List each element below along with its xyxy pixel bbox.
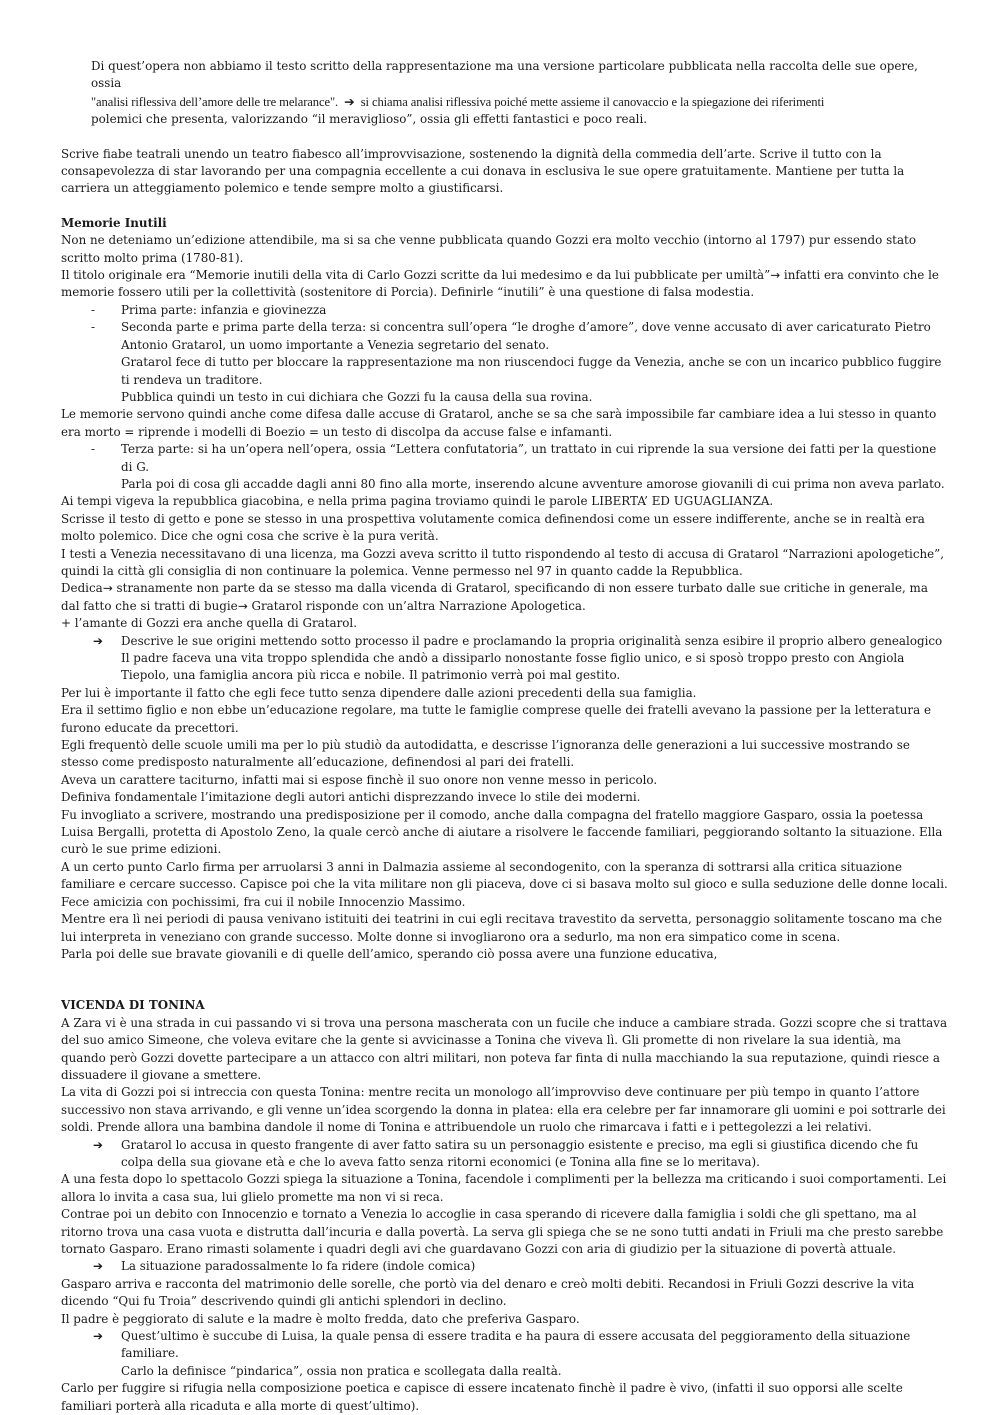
paragraph: A una festa dopo lo spettacolo Gozzi spiega la situazione a Tonina, facendole i complimenti per la bellezza ma criticando i suoi comportamenti. Lei allora lo invita a casa sua, lui glielo promette ma non vi si reca. bbox=[61, 1172, 947, 1204]
paragraph-text: stranamente non parte da se stesso ma dalla vicenda di Gratarol, specificando di non essere turbato dalle sue critiche in generale, ma dal fatto che si tratti di bugie bbox=[61, 581, 928, 613]
intro-block bbox=[61, 58, 948, 129]
arrow-list-item bbox=[61, 1137, 948, 1172]
list-item bbox=[61, 319, 948, 354]
list-item-continuation: Il padre faceva una vita troppo splendida che andò a dissiparlo nonostante fosse figlio unico, e si sposò troppo presto con Angiola Tiepolo, una famiglia ancora più ricca e nobile. Il patrimonio verrà poi mal gestito. bbox=[121, 651, 905, 683]
intro-line-3: polemici che presenta, valorizzando “il meraviglioso”, ossia gli effetti fantastici e poco reali. bbox=[91, 112, 648, 127]
paragraph: Era il settimo figlio e non ebbe un’educazione regolare, ma tutte le famiglie comprese quelle dei fratelli avevano la passione per la letteratura e furono educate da precettori. bbox=[61, 703, 932, 735]
intro-line-2 bbox=[91, 93, 948, 111]
arrow-icon: → bbox=[102, 581, 113, 596]
section-heading-memorie: Memorie Inutili bbox=[61, 215, 167, 230]
arrow-bullet-icon: ➔ bbox=[93, 1137, 103, 1152]
paragraph-text: Dedica bbox=[61, 581, 103, 596]
list-item-text: Quest’ultimo è succube di Luisa, la quale pensa di essere tradita e ha paura di essere accusata del peggioramento della situazione familiare. bbox=[121, 1329, 911, 1361]
intro-line-2-title: "analisi riflessiva dell’amore delle tre melarance". bbox=[91, 94, 339, 109]
arrow-icon: → bbox=[770, 268, 781, 283]
list-item-continuation: Gratarol fece di tutto per bloccare la rappresentazione ma non riuscendoci fugge da Venezia, anche se con un incarico pubblico fuggire ti rendeva un traditore. bbox=[121, 355, 942, 387]
paragraph: Scrisse il testo di getto e pone se stesso in una prospettiva volutamente comica definendosi come un essere indifferente, anche se in realtà era molto polemico. Dice che ogni cosa che scrive è la pura verità. bbox=[61, 511, 925, 544]
paragraph-text: Gratarol risponde con un’altra Narrazione Apologetica. bbox=[251, 598, 586, 613]
paragraph-text: infatti era convinto che le memorie fossero utili per la collettività (sostenitore di Porcia). Definirle “inutili” è una questione di falsa modestia. bbox=[61, 268, 939, 300]
list-item-text: Descrive le sue origini mettendo sotto processo il padre e proclamando la propria originalità senza esibire il proprio albero genealogico bbox=[121, 633, 943, 648]
arrow-bullet-icon: ➔ bbox=[93, 1329, 103, 1344]
list-item-continuation: Carlo la definisce “pindarica”, ossia non pratica e scollegata dalla realtà. bbox=[121, 1363, 562, 1378]
paragraph bbox=[61, 580, 948, 615]
arrow-icon: ➔ bbox=[344, 93, 355, 109]
paragraph: Aveva un carattere taciturno, infatti mai si espose finchè il suo onore non venne messo in pericolo. bbox=[61, 772, 658, 787]
paragraph: Le memorie servono quindi anche come difesa dalle accuse di Gratarol, anche se sa che sarà impossibile far cambiare idea a lui stesso in quanto era morto = riprende i modelli di Boezio = un testo di discolpa da accuse false e infamanti. bbox=[61, 407, 937, 439]
paragraph: Fu invogliato a scrivere, mostrando una predisposizione per il comodo, anche dalla compagna del fratello maggiore Gasparo, ossia la poetessa Luisa Bergalli, protetta di Apostolo Zeno, la quale cercò anche di aiutare a risolvere le faccende familiari, peggiorando soltanto la situazione. Ella curò le sue prime edizioni. bbox=[61, 807, 943, 857]
paragraph: Mentre era lì nei periodi di pausa venivano istituiti dei teatrini in cui egli recitava travestito da servetta, personaggio solitamente toscano ma che lui interpreta in veneziano con grande successo. Molte donne si invogliarono ora a sedurlo, ma non era simpatico come in scena. bbox=[61, 912, 943, 944]
paragraph: Il padre è peggiorato di salute e la madre è molto fredda, dato che preferiva Gasparo. bbox=[61, 1311, 580, 1326]
arrow-bullet-icon: ➔ bbox=[93, 633, 103, 648]
paragraph: La vita di Gozzi poi si intreccia con questa Tonina: mentre recita un monologo all’improvviso deve continuare per più tempo in quanto l’attore successivo non stava arrivando, e gli venne un’idea scorgendo la donna in platea: ella era celebre per far innamorare gli uomini e poi sottrarle dei soldi. Prende allora una bambina dandole il nome di Tonina e attribuendole un ruolo che rimarcava i fatti e i pettegolezzi a lei relativi. bbox=[61, 1085, 946, 1135]
paragraph bbox=[61, 267, 948, 302]
paragraph: Parla poi delle sue bravate giovanili e di quelle dell’amico, sperando ciò possa avere una funzione educativa, bbox=[61, 946, 718, 961]
paragraph: Egli frequentò delle scuole umili ma per lo più studiò da autodidatta, e descrisse l’ignoranza delle generazioni a lui successive mostrando se stesso come predisposto naturalmente all’educazione, definendosi al pari dei fratelli. bbox=[61, 738, 910, 770]
paragraph: Non ne deteniamo un’edizione attendibile, ma si sa che venne pubblicata quando Gozzi era molto vecchio (intorno al 1797) pur essendo stato scritto molto prima (1780-81). bbox=[61, 233, 916, 265]
list-item bbox=[61, 441, 948, 476]
section-heading-tonina: VICENDA DI TONINA bbox=[61, 998, 205, 1013]
paragraph: Ai tempi vigeva la repubblica giacobina, e nella prima pagina troviamo quindi le parole LIBERTA’ ED UGUAGLIANZA. bbox=[61, 494, 774, 509]
dash-marker: - bbox=[91, 302, 96, 317]
list-item-text: La situazione paradossalmente lo fa ridere (indole comica) bbox=[121, 1259, 476, 1274]
arrow-bullet-icon: ➔ bbox=[93, 1259, 103, 1274]
paragraph: Gasparo arriva e racconta del matrimonio delle sorelle, che portò via del denaro e creò molti debiti. Recandosi in Friuli Gozzi descrive la vita dicendo “Qui fu Troia” descrivendo quindi gli antichi splendori in declino. bbox=[61, 1276, 915, 1309]
paragraph-text: Il titolo originale era “Memorie inutili della vita di Carlo Gozzi scritte da lui medesimo e da lui pubblicate per umiltà” bbox=[61, 268, 771, 283]
arrow-list-item bbox=[61, 1328, 948, 1363]
dash-marker: - bbox=[91, 442, 96, 457]
paragraph: A Zara vi è una strada in cui passando vi si trova una persona mascherata con un fucile che induce a cambiare strada. Gozzi scopre che si trattava del suo amico Simeone, che voleva evitare che la gente si avvicinasse a Tonina che viveva lì. Gli promette di non rivelare la sua identià, ma quando però Gozzi dovette partecipare a un attacco con altri militari, non poteva far finta di nulla macchiando la sua reputazione, quindi riesce a dissuadere il giovane a smettere. bbox=[61, 1015, 948, 1082]
paragraph: A un certo punto Carlo firma per arruolarsi 3 anni in Dalmazia assieme al secondogenito, con la speranza di sottrarsi alla critica situazione familiare e cercare successo. Capisce poi che la vita militare non gli piaceva, dove ci si basava molto sul gioco e sulla seduzione delle donne locali. bbox=[61, 859, 948, 892]
paragraph: Contrae poi un debito con Innocenzio e tornato a Venezia lo accoglie in casa sperando di ricevere dalla famiglia i soldi che gli spettano, ma al ritorno trova una casa vuota e distrutta dall’incuria e dalla povertà. La serva gli spiega che se ne sono tutti andati in Friuli ma che presto sarebbe tornato Gasparo. Erano rimasti solamente i quadri degli avi che guardavano Gozzi con aria di giudizio per la situazione di povertà attuale. bbox=[61, 1207, 944, 1256]
paragraph: I testi a Venezia necessitavano di una licenza, ma Gozzi aveva scritto il tutto rispondendo al testo di accusa di Gratarol “Narrazioni apologetiche”, quindi la città gli consiglia di non continuare la polemica. Venne permesso nel 97 in quanto cadde la Repubblica. bbox=[61, 546, 945, 578]
list-item-text: Gratarol lo accusa in questo frangente di aver fatto satira su un personaggio esistente e preciso, ma egli si giustifica dicendo che fu colpa della sua giovane età e che lo aveva fatto senza ritorni economici (e Tonina alla fine se lo meritava). bbox=[121, 1137, 919, 1169]
dash-marker: - bbox=[91, 320, 96, 335]
arrow-list-item bbox=[61, 633, 948, 650]
list-item-text: Prima parte: infanzia e giovinezza bbox=[121, 302, 327, 317]
arrow-list-item bbox=[61, 1258, 948, 1275]
intro-line-1: Di quest’opera non abbiamo il testo scritto della rappresentazione ma una versione particolare pubblicata nella raccolta delle sue opere, ossia bbox=[91, 59, 918, 91]
paragraph: Carlo per fuggire si rifugia nella composizione poetica e capisce di essere incatenato finchè il padre è vivo, (infatti il suo opporsi alle scelte familiari porterà alla ricaduta e alla morte di quest’ultimo). bbox=[61, 1381, 903, 1413]
list-item-text: Seconda parte e prima parte della terza: si concentra sull’opera “le droghe d’amore”, dove venne accusato di aver caricaturato Pietro Antonio Gratarol, un uomo importante a Venezia segretario del senato. bbox=[121, 320, 931, 352]
list-item bbox=[61, 302, 948, 319]
paragraph: Per lui è importante il fatto che egli fece tutto senza dipendere dalle azioni precedenti della sua famiglia. bbox=[61, 685, 697, 700]
intro-line-2-text: si chiama analisi riflessiva poiché mette assieme il canovaccio e la spiegazione dei riferimenti bbox=[360, 94, 825, 109]
paragraph: Definiva fondamentale l’imitazione degli autori antichi disprezzando invece lo stile dei moderni. bbox=[61, 790, 641, 805]
list-item-continuation: Pubblica quindi un testo in cui dichiara che Gozzi fu la causa della sua rovina. bbox=[121, 389, 593, 404]
paragraph: + l’amante di Gozzi era anche quella di Gratarol. bbox=[61, 616, 358, 631]
list-item-text: Terza parte: si ha un’opera nell’opera, ossia “Lettera confutatoria”, un trattato in cui riprende la sua versione dei fatti per la questione di G. bbox=[121, 442, 937, 474]
paragraph: Fece amicizia con pochissimi, fra cui il nobile Innocenzio Massimo. bbox=[61, 894, 466, 909]
list-item-continuation: Parla poi di cosa gli accadde dagli anni 80 fino alla morte, inserendo alcune avventure amorose giovanili di cui prima non aveva parlato. bbox=[121, 476, 945, 491]
paragraph-fiabe: Scrive fiabe teatrali unendo un teatro fiabesco all’improvvisazione, sostenendo la dignità della commedia dell’arte. Scrive il tutto con la consapevolezza di star lavorando per una compagnia eccellente a cui donava in esclusiva le sue opere gratuitamente. Mantiene per tutta la carriera un atteggiamento polemico e tende sempre molto a giustificarsi. bbox=[61, 146, 905, 196]
arrow-icon: → bbox=[237, 598, 248, 613]
